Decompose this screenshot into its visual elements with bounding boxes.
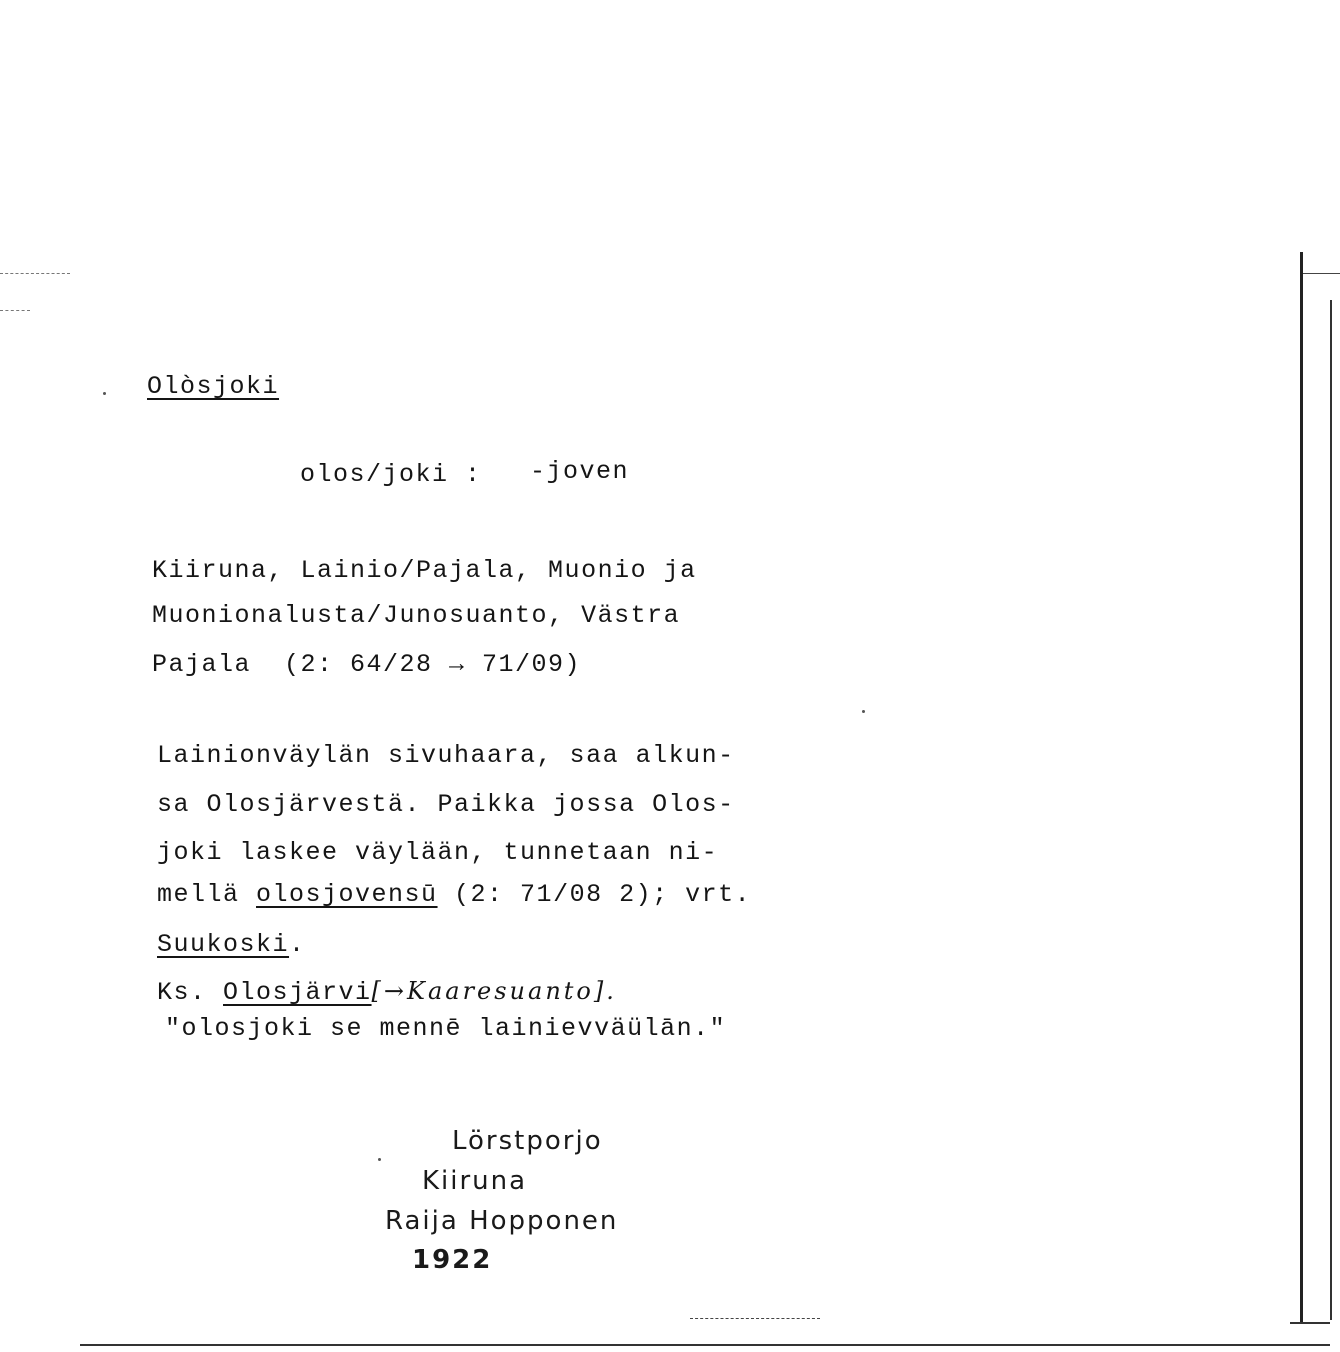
location-line-2: Muonionalusta/Junosuanto, Västra	[152, 601, 681, 630]
description-line-5-suffix: .	[289, 930, 306, 959]
margin-speck	[103, 392, 106, 395]
description-line-5	[157, 930, 306, 960]
margin-speck	[862, 710, 865, 713]
informant-village: Lörstporjo	[452, 1126, 603, 1156]
bottom-right-corner	[1290, 1322, 1330, 1324]
description-line-4-suffix: (2: 71/08 2); vrt.	[437, 880, 752, 909]
handwritten-note: [→Kaaresuanto].	[371, 977, 617, 1005]
see-also-prefix: Ks.	[157, 978, 224, 1007]
headword: Olòsjoki	[147, 372, 280, 401]
description-line-4	[157, 880, 751, 910]
bottom-dash	[690, 1318, 820, 1319]
margin-speck	[378, 1158, 381, 1161]
description-line-2: sa Olosjärvestä. Paikka jossa Olos-	[157, 790, 735, 819]
inflection-genitive: -joven	[530, 457, 630, 486]
right-edge-line	[1300, 252, 1303, 1322]
description-line-3: joki laskee väylään, tunnetaan ni-	[157, 838, 719, 867]
informant-parish: Kiiruna	[422, 1166, 528, 1196]
inflection-nominative: olos/joki :	[300, 460, 482, 489]
location-line-3: Pajala (2: 64/28 → 71/09)	[152, 650, 582, 679]
term-suukoski: Suukoski	[157, 930, 290, 959]
see-also	[157, 976, 617, 1008]
bottom-edge-line	[80, 1344, 1330, 1346]
left-edge-dash	[0, 273, 70, 274]
location-line-1: Kiiruna, Lainio/Pajala, Muonio ja	[152, 556, 697, 585]
left-edge-dash-small	[0, 310, 30, 311]
dialect-quote: "olosjoki se mennē lainievväülān."	[165, 1014, 727, 1043]
right-edge-tick	[1303, 273, 1340, 274]
right-edge-line-outer	[1330, 300, 1332, 1320]
informant-name: Raija Hopponen	[385, 1206, 619, 1236]
informant-year: 1922	[412, 1245, 493, 1275]
term-olosjovensu: olosjovensū	[256, 880, 438, 909]
description-line-4-prefix: mellä	[157, 880, 257, 909]
term-olosjarvi: Olosjärvi	[223, 978, 372, 1007]
description-line-1: Lainionväylän sivuhaara, saa alkun-	[157, 741, 735, 770]
